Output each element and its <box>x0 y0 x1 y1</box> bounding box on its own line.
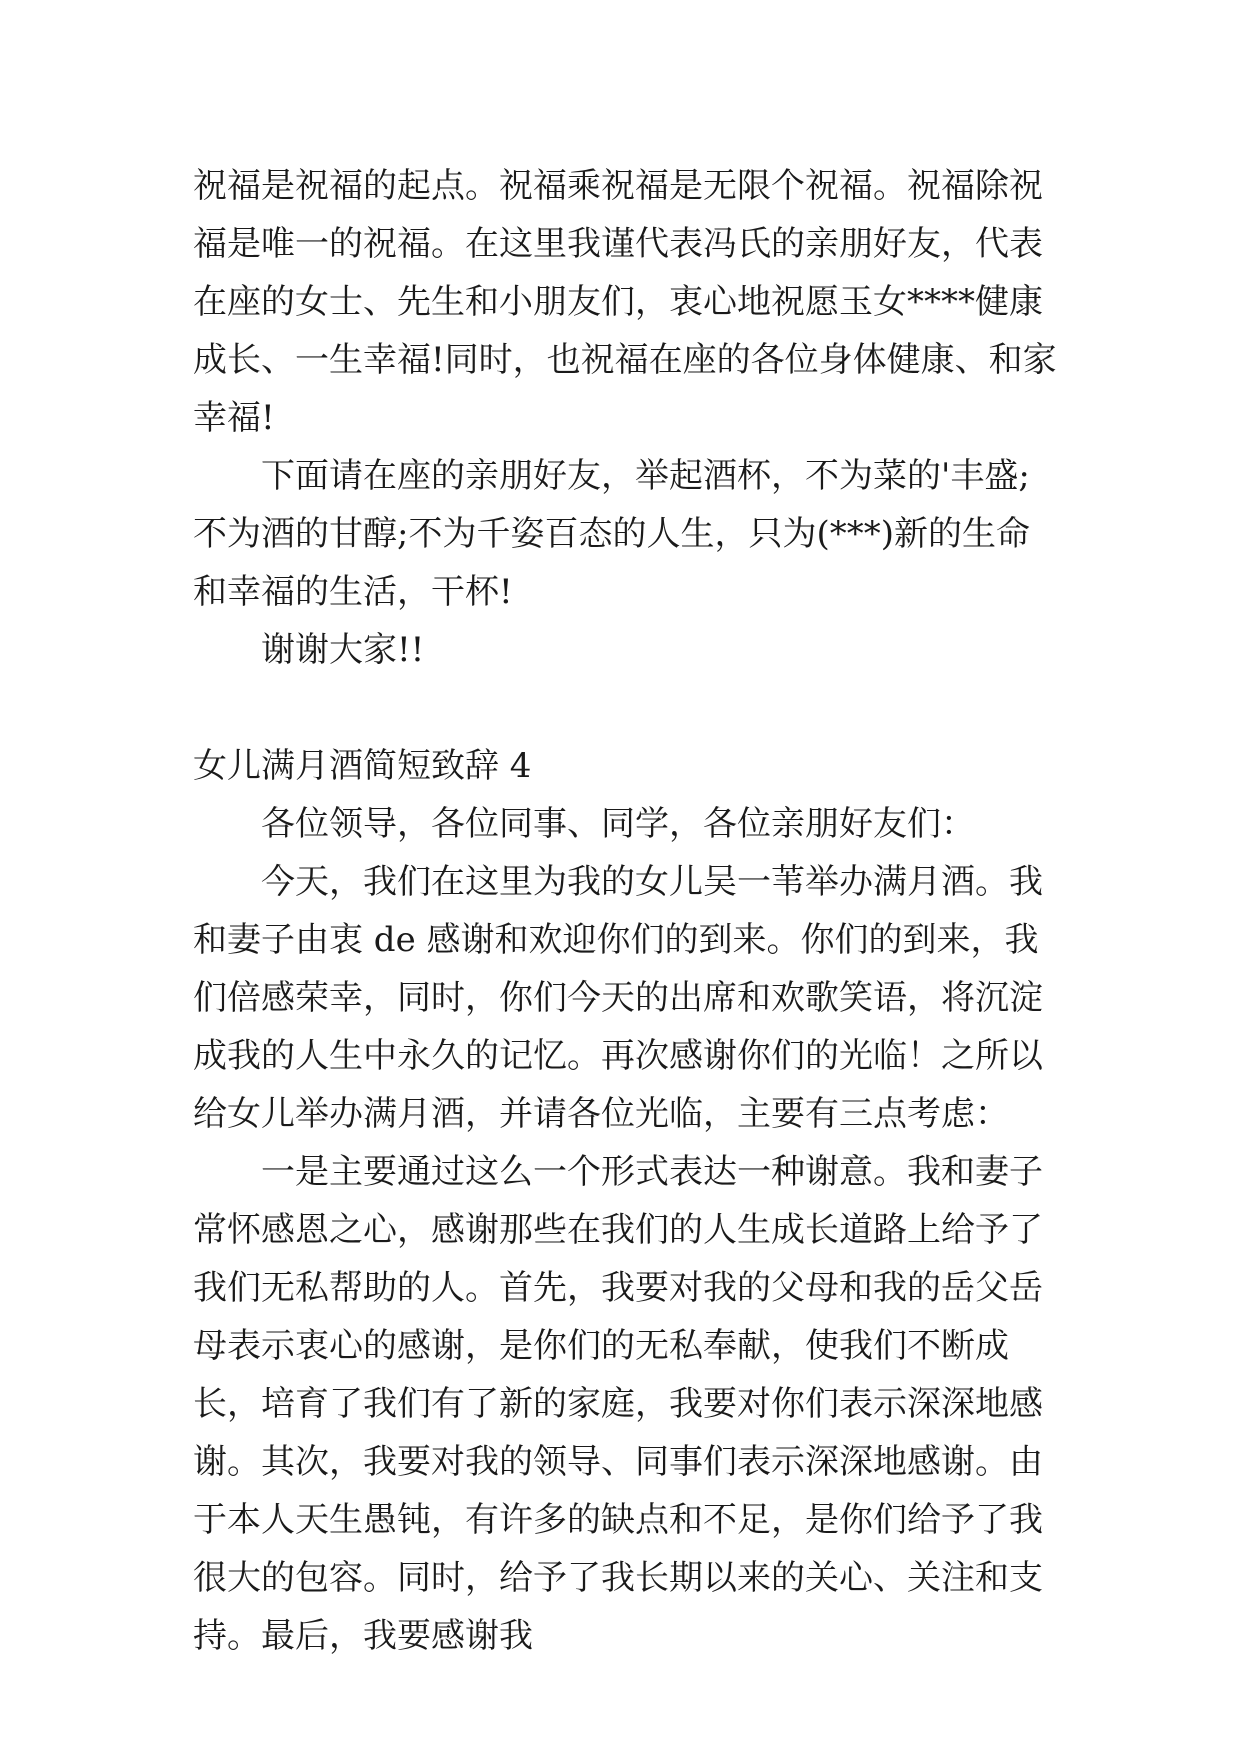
paragraph-salutation: 各位领导，各位同事、同学，各位亲朋好友们： <box>261 804 975 844</box>
paragraph-blessing: 祝福是祝福的起点。祝福乘祝福是无限个祝福。祝福除祝福是唯一的祝福。在这里我谨代表冯氏的亲朋好友，代表在座的女士、先生和小朋友们，衷心地祝愿玉女****健康成长、一生幸福!同时，也祝福在座的各位身体健康、和家幸福! <box>193 166 1057 438</box>
paragraph-thanks: 谢谢大家!! <box>261 630 425 670</box>
document-body <box>193 157 1063 1665</box>
paragraph-toast: 下面请在座的亲朋好友，举起酒杯，不为菜的'丰盛;不为酒的甘醇;不为千姿百态的人生，只为(***)新的生命和幸福的生活，干杯! <box>193 456 1030 612</box>
paragraph-gratitude: 一是主要通过这么一个形式表达一种谢意。我和妻子常怀感恩之心，感谢那些在我们的人生成长道路上给予了我们无私帮助的人。首先，我要对我的父母和我的岳父岳母表示衷心的感谢，是你们的无私奉献，使我们不断成长，培育了我们有了新的家庭，我要对你们表示深深地感谢。其次，我要对我的领导、同事们表示深深地感谢。由于本人天生愚钝，有许多的缺点和不足，是你们给予了我很大的包容。同时，给予了我长期以来的关心、关注和支持。最后，我要感谢我 <box>193 1152 1043 1656</box>
section-heading: 女儿满月酒简短致辞 4 <box>193 746 532 786</box>
section-gap <box>193 679 1063 737</box>
paragraph-intro: 今天，我们在这里为我的女儿吴一苇举办满月酒。我和妻子由衷 de 感谢和欢迎你们的到来。你们的到来，我们倍感荣幸，同时，你们今天的出席和欢歌笑语，将沉淀成我的人生中永久的记忆。再次感谢你们的光临！之所以给女儿举办满月酒，并请各位光临，主要有三点考虑： <box>193 862 1043 1134</box>
